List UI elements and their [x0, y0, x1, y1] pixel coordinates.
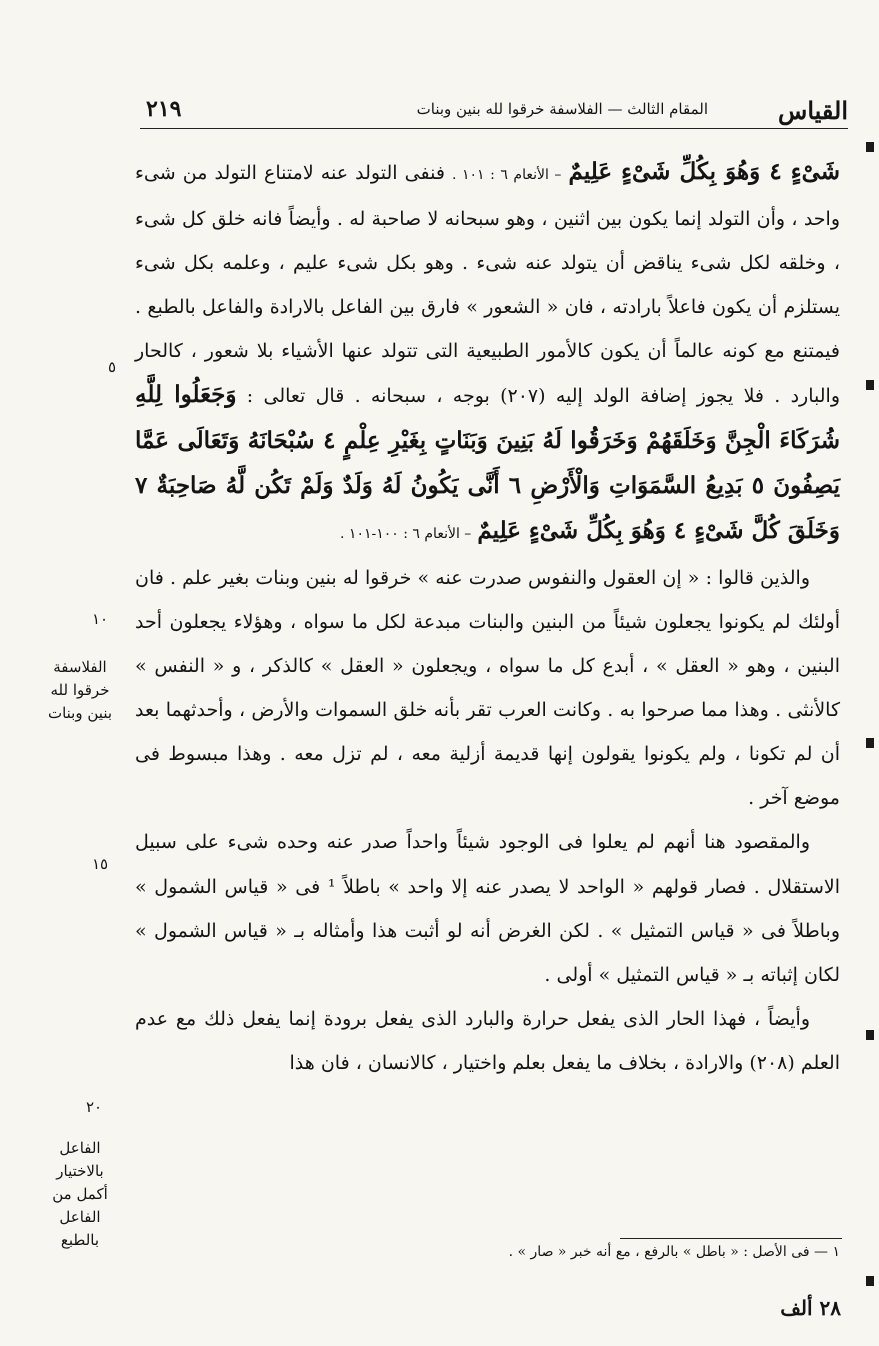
- scan-mark: [866, 1276, 874, 1286]
- margin-note-line: بنين وبنات: [47, 704, 113, 722]
- page-number: ٢١٩: [146, 96, 182, 122]
- line-number-20: ٢٠: [86, 1098, 103, 1116]
- scan-mark: [866, 380, 874, 390]
- margin-note-line: بالاختيار: [56, 1162, 104, 1180]
- line-number-10: ١٠: [92, 610, 109, 628]
- header-section-title: المقام الثالث — الفلاسفة خرقوا لله بنين وبنات: [416, 100, 708, 118]
- scan-mark: [866, 738, 874, 748]
- verse-reference: – الأنعام ٦ : ١٠١ .: [452, 167, 562, 183]
- main-text: [135, 150, 840, 1085]
- quran-verse: وَجَعَلُوا لِلَّهِ شُرَكَاءَ الْجِنَّ وَخَلَقَهُمْ وَخَرَقُوا لَهُ بَنِينَ وَبَنَاتٍ بِغَيْرِ عِلْمٍ ٤ سُبْحَانَهُ وَتَعَالَى عَمَّا يَصِفُونَ ٥ بَدِيعُ السَّمَوَاتِ وَالْأَرْضِ ٦ أَنَّى يَكُونُ لَهُ وَلَدٌ وَلَمْ تَكُن لَّهُ صَاحِبَةٌ ٧ وَخَلَقَ كُلَّ شَىْءٍ ٤ وَهُوَ بِكُلِّ شَىْءٍ عَلِيمٌ: [135, 381, 840, 544]
- margin-note-line: الفاعل: [59, 1208, 101, 1226]
- margin-note-line: أكمل من: [52, 1185, 108, 1203]
- verse-reference: – الأنعام ٦ : ١٠٠-١٠١ .: [340, 525, 472, 542]
- margin-note-1: [40, 656, 120, 725]
- margin-note-line: خرقوا لله: [50, 681, 110, 699]
- paragraph-4: وأيضاً ، فهذا الحار الذى يفعل حرارة والبارد الذى يفعل برودة إنما يفعل ذلك مع عدم العلم (٢٠٨) والارادة ، بخلاف ما يفعل بعلم واختيار ، كالانسان ، فان هذا: [135, 1007, 840, 1074]
- line-number-5: ٥: [108, 358, 117, 376]
- paragraph-1: [135, 150, 840, 556]
- paragraph-2: والذين قالوا : « إن العقول والنفوس صدرت عنه » خرقوا له بنين وبنات بغير علم . فان أولئك لم يكونوا يجعلون شيئاً من البنين والبنات مبدعة لكل ما سواه ، وهؤلاء يجعلون أحد البنين ، وهو « العقل » ، أبدع كل ما سواه ، ويجعلون « العقل » كالذكر ، و « النفس » كالأنثى . وهذا مما صرحوا به . وكانت العرب تقر بأنه خلق السموات والأرض ، وأحدثهما بعد أن لم تكونا ، ولم يكونوا يقولون إنها قديمة أزلية معه ، لم تزل معه . وهذا مبسوط فى موضع آخر .: [135, 566, 840, 810]
- paragraph-text: فنفى التولد عنه لامتناع التولد من شىء واحد ، وأن التولد إنما يكون بين اثنين ، وهو سبحانه لا صاحبة له . وأيضاً فانه خلق كل شىء ، وخلقه لكل شىء يناقض أن يتولد عنه شىء . وهو بكل شىء عليم ، وعلمه بكل شىء يستلزم أن يكون فاعلاً بارادته ، فان « الشعور » فارق بين الفاعل بالارادة والفاعل بالطبع . فيمتنع مع كونه عالماً أن يكون كالأمور الطبيعية التى تتولد عنها الأشياء بلا شعور ، كالحار والبارد . فلا يجوز إضافة الولد إليه (٢٠٧) بوجه ، سبحانه . قال تعالى :: [135, 162, 840, 408]
- margin-note-2: [40, 1137, 120, 1252]
- margin-note-line: الفاعل: [59, 1139, 101, 1157]
- quran-verse: شَىْءٍ ٤ وَهُوَ بِكُلِّ شَىْءٍ عَلِيمٌ: [568, 158, 841, 185]
- scan-mark: [866, 1030, 874, 1040]
- signature-mark: ٢٨ ألف: [780, 1296, 841, 1320]
- footnote: ١ — فى الأصل : « باطل » بالرفع ، مع أنه خبر « صار » .: [508, 1244, 840, 1260]
- margin-note-line: الفلاسفة: [53, 658, 107, 676]
- header-title: القياس: [778, 96, 848, 125]
- footnote-divider: [620, 1238, 842, 1239]
- line-number-15: ١٥: [92, 855, 109, 873]
- scan-mark: [866, 142, 874, 152]
- running-header: [140, 92, 848, 129]
- paragraph-3: والمقصود هنا أنهم لم يعلوا فى الوجود شيئاً واحداً صدر عنه وحده شىء على سبيل الاستقلال . فصار قولهم « الواحد لا يصدر عنه إلا واحد » باطلاً ¹ فى « قياس الشمول » وباطلاً فى « قياس التمثيل » . لكن الغرض أنه لو أثبت هذا وأمثاله بـ « قياس الشمول » لكان إثباته بـ « قياس التمثيل » أولى .: [135, 831, 840, 986]
- margin-note-line: بالطبع: [60, 1231, 100, 1249]
